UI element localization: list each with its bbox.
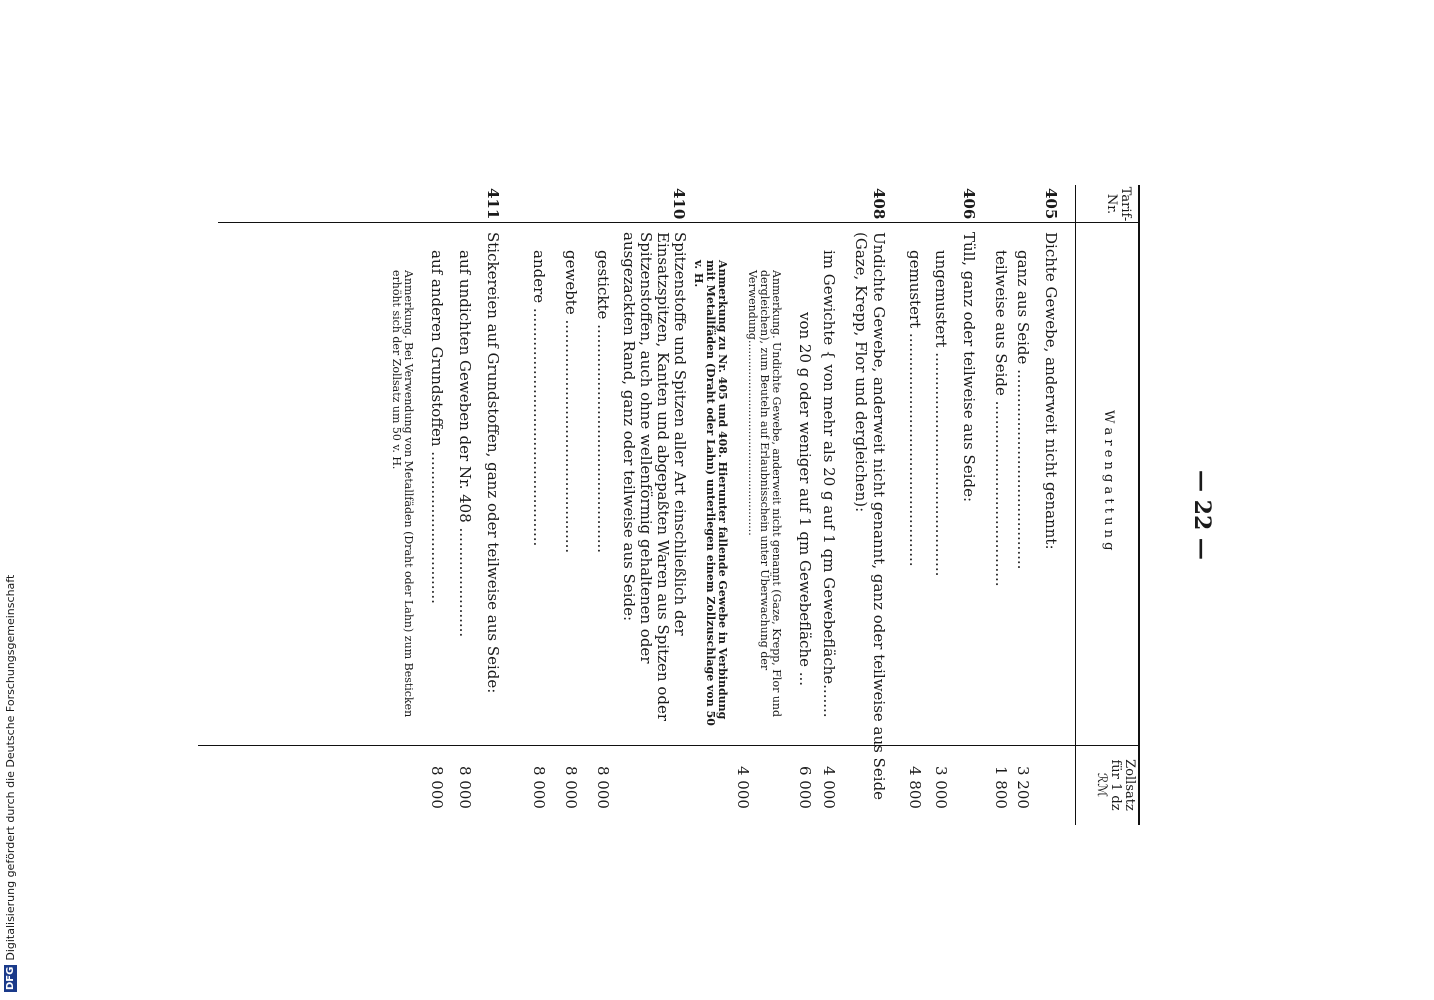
row-text: ungemustert ............................................... [932,250,950,577]
note: Anmerkung. Bei Verwendung von Metallfäden (Draht oder Lahn) zum Besticken erhöht sich der Zollsatz um 50 v. H. [390,270,415,718]
row-value: 8 000 [456,766,474,809]
row-text: gewebte ................................................. [562,250,580,554]
row-text: Dichte Gewebe, anderweit nicht genannt: [1042,232,1060,550]
header-tarif: Tarif- Nr. [1104,186,1133,222]
row-text: von 20 g oder weniger auf 1 qm Gewebefläche ... [796,250,814,687]
row-value: 1 800 [992,766,1010,809]
dfg-logo: DFG [4,966,16,990]
tariff-table [200,170,1160,830]
col-rule-1 [218,222,1140,223]
row-value: 8 000 [594,766,612,809]
row-text: im Gewichte { von mehr als 20 g auf 1 qm Gewebefläche....... [820,250,838,718]
row-value: 8 000 [428,766,446,809]
row-text: ganz aus Seide .......................................... [1014,250,1032,570]
row-value: 4 800 [906,766,924,809]
row-text: Stickereien auf Grundstoffen, ganz oder teilweise aus Seide: [484,232,502,694]
nr-411: 411 [484,188,502,220]
row-value: 3 000 [932,766,950,809]
row-value: 4 000 [734,766,752,809]
nr-406: 406 [960,188,978,220]
row-value: 3 200 [1014,766,1032,809]
footer-text: Digitalisierung gefördert durch die Deutsche Forschungsgemeinschaft [3,574,17,961]
row-text: Tüll, ganz oder teilweise aus Seide: [960,232,978,503]
row-value: 8 000 [562,766,580,809]
header-ware: W a r e n g a t t u n g [1101,410,1116,551]
row-text: gemustert ................................................. [906,250,924,567]
nr-410: 410 [670,188,688,220]
header-zoll: Zollsatz für 1 dz ℛℳ [1094,759,1137,811]
nr-405: 405 [1042,188,1060,220]
row-text: teilweise aus Seide ....................................... [992,250,1010,587]
row-text: andere .................................................. [530,250,548,547]
row-value: 6 000 [796,766,814,809]
footer-credit [0,0,20,1000]
note: Anmerkung. Undichte Gewebe, anderweit nicht genannt (Gaze, Krepp, Flor und dergleichen), zum Beuteln auf Erlaubnisschein unter Überwachung der Verwendung........................................................ [746,270,783,718]
row-value: 8 000 [530,766,548,809]
top-rule [1138,185,1140,825]
row-text: auf undichten Geweben der Nr. 408 ....................... [456,250,474,638]
row-text: gestickte ................................................ [594,250,612,554]
col-rule-2 [198,745,1140,746]
note-bold: Anmerkung zu Nr. 405 und 408. Hierunter fallende Gewebe in Verbindung mit Metallfäden (Draht oder Lahn) unterliegen einem Zollzuschlage von 50 v. H. [692,260,729,726]
nr-408: 408 [870,188,888,220]
row-value: 4 000 [820,766,838,809]
page-number: — 22 — [1189,470,1215,560]
header-rule [1075,185,1076,825]
row-text: Spitzenstoffe und Spitzen aller Art einschließlich der Einsatzspitzen, Kanten und abgepaßten Waren aus Spitzen oder Spitzenstoffen, auch ohne wellenförmig gehaltenen oder ausgezackten Rand, ganz oder teilweise aus Seide: [620,232,689,722]
row-text: auf anderen Grundstoffen ................................ [428,250,446,604]
row-text: Undichte Gewebe, anderweit nicht genannt, ganz oder teilweise aus Seide (Gaze, Krepp, Flor und dergleichen): [852,232,888,801]
